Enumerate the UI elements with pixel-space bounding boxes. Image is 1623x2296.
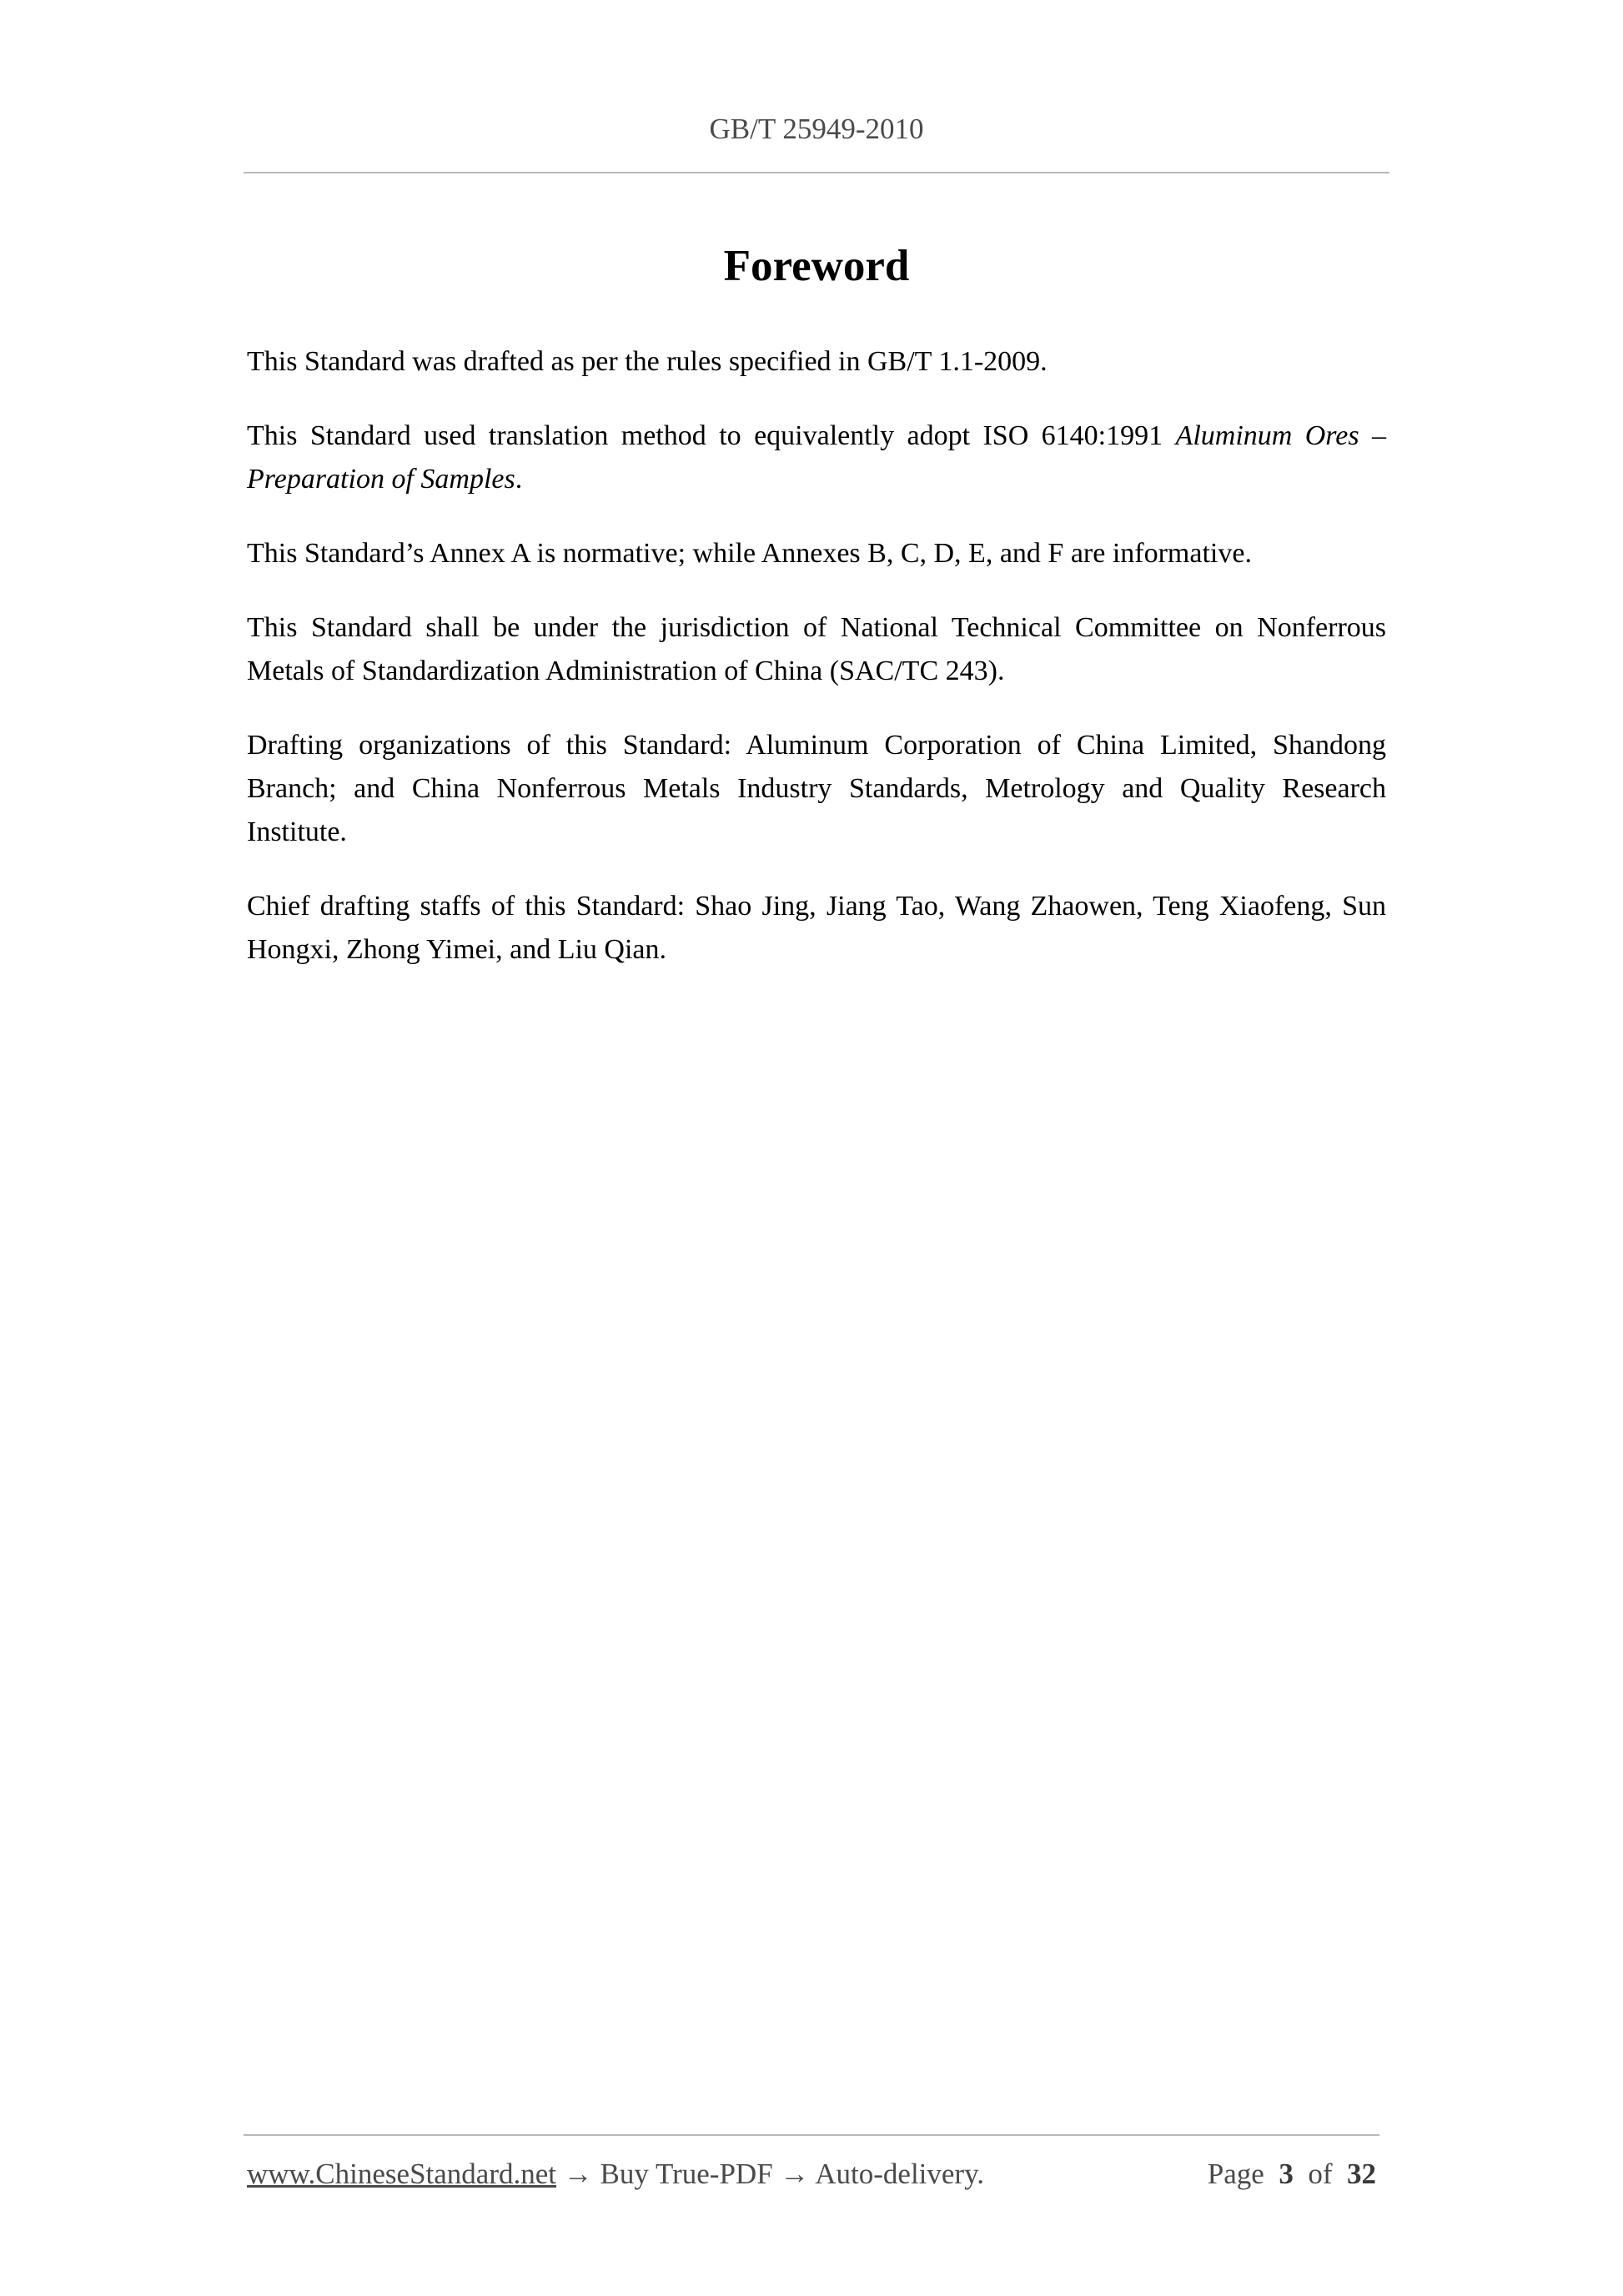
paragraph-drafting-organizations: Drafting organizations of this Standard: Aluminum Corporation of China Limited, Shandong Branch; and China Nonferrous Metals Industry Standards, Metrology and Quality Research Institute. <box>247 730 1386 847</box>
page-current: 3 <box>1279 2158 1294 2190</box>
foreword-body <box>247 340 1386 1002</box>
arrow-right-icon: → <box>780 2158 810 2190</box>
adoption-end: . <box>515 464 523 495</box>
page-number <box>1208 2157 1376 2192</box>
page-total: 32 <box>1347 2158 1376 2190</box>
auto-delivery-text: Auto-delivery. <box>815 2158 985 2190</box>
paragraph-annexes: This Standard’s Annex A is normative; while Annexes B, C, D, E, and F are informative. <box>247 538 1252 569</box>
paragraph-jurisdiction: This Standard shall be under the jurisdiction of National Technical Committee on Nonferrous Metals of Standardization Administration of China (SAC/TC 243). <box>247 612 1386 686</box>
adopted-standard-title: Aluminum Ores – Preparation of Samples <box>247 420 1386 495</box>
page-of-label: of <box>1308 2158 1333 2190</box>
page-header: GB/T 25949-2010 <box>709 113 924 145</box>
footer-divider <box>244 2134 1379 2136</box>
paragraph-drafting-rules: This Standard was drafted as per the rules specified in GB/T 1.1-2009. <box>247 346 1048 377</box>
buy-pdf-text: Buy True-PDF <box>600 2158 773 2190</box>
header-divider <box>244 172 1389 173</box>
adoption-text: This Standard used translation method to equivalently adopt ISO 6140:1991 <box>247 420 1176 451</box>
paragraph-adoption <box>247 414 1386 501</box>
section-title: Foreword <box>723 242 910 290</box>
website-link[interactable]: www.ChineseStandard.net <box>247 2158 556 2190</box>
page-label: Page <box>1207 2158 1264 2190</box>
paragraph-drafting-staff: Chief drafting staffs of this Standard: Shao Jing, Jiang Tao, Wang Zhaowen, Teng Xiaofeng, Sun Hongxi, Zhong Yimei, and Liu Qian. <box>247 891 1386 965</box>
footer-promo <box>247 2157 984 2192</box>
arrow-right-icon: → <box>563 2158 593 2190</box>
